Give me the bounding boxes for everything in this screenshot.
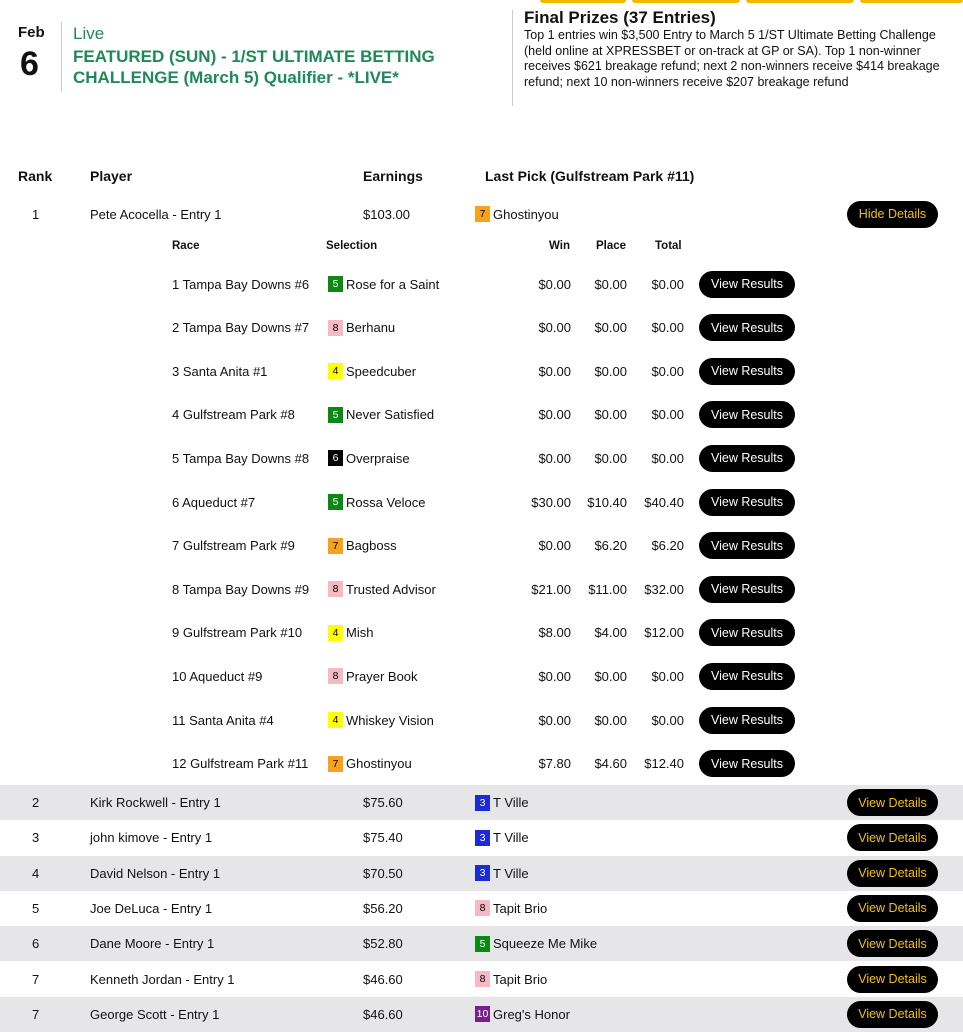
- prizes-description: Top 1 entries win $3,500 Entry to March 5 1/ST Ultimate Betting Challenge (held online at XPRESSBET or on-track at GP or SA). Top 1 non-winner receives $621 breakage refund; next 2 non-winners receive $414 breakage refund; next 10 non-winners receive $207 breakage refund: [524, 28, 940, 89]
- leaderboard-row: [0, 997, 963, 1032]
- date-day: 6: [20, 45, 39, 83]
- view-results-button[interactable]: View Results: [699, 532, 795, 559]
- event-title: FEATURED (SUN) - 1/ST ULTIMATE BETTING CHALLENGE (March 5) Qualifier - *LIVE*: [73, 47, 435, 87]
- saddlecloth-number: 6: [328, 450, 343, 466]
- race-detail-row: [0, 749, 963, 779]
- horse-name: Speedcuber: [346, 363, 417, 379]
- view-results-button[interactable]: View Results: [699, 576, 795, 603]
- rank: 2: [32, 795, 40, 810]
- last-pick: [475, 891, 547, 926]
- horse-name: Rose for a Saint: [346, 276, 440, 292]
- rank: 7: [32, 971, 40, 987]
- view-details-button[interactable]: View Details: [847, 824, 938, 851]
- race-detail-row: [0, 574, 963, 604]
- view-results-cell: [699, 356, 795, 386]
- horse-name: Ghostinyou: [493, 206, 559, 222]
- column-header-rank: Rank: [18, 168, 53, 184]
- prizes-title: Final Prizes (37 Entries): [524, 8, 716, 27]
- saddlecloth-number: 7: [475, 206, 490, 222]
- selection: [328, 269, 439, 299]
- race-name: 4 Gulfstream Park #8: [172, 407, 295, 423]
- race-name: 9 Gulfstream Park #10: [172, 625, 303, 641]
- view-details-button[interactable]: View Details: [847, 966, 938, 993]
- earnings: $70.50: [363, 865, 403, 881]
- selection: [328, 531, 397, 561]
- horse-name: Tapit Brio: [493, 900, 548, 916]
- player-name: Joe DeLuca - Entry 1: [90, 900, 213, 916]
- saddlecloth-number: 3: [475, 865, 490, 881]
- horse-name: T Ville: [493, 795, 529, 810]
- view-results-button[interactable]: View Results: [699, 271, 795, 298]
- total-amount: $0.00: [651, 276, 684, 292]
- view-details-cell: [847, 785, 938, 820]
- race-name: 7 Gulfstream Park #9: [172, 538, 295, 554]
- leaderboard-row: [0, 962, 963, 997]
- details-header-win: Win: [549, 240, 570, 252]
- race-detail-row: [0, 531, 963, 561]
- view-results-cell: [699, 313, 795, 343]
- view-details-cell: [847, 962, 938, 997]
- race-name: 10 Aqueduct #9: [172, 668, 263, 684]
- selection: [328, 313, 395, 343]
- total-amount: $0.00: [651, 668, 684, 684]
- saddlecloth-number: 4: [328, 625, 343, 641]
- horse-name: Whiskey Vision: [346, 712, 434, 728]
- earnings: $46.60: [363, 1006, 403, 1022]
- race-detail-row: [0, 313, 963, 343]
- horse-name: Mish: [346, 625, 374, 641]
- player-name: David Nelson - Entry 1: [90, 865, 221, 881]
- race-detail-row: [0, 400, 963, 430]
- event-header: [0, 0, 963, 125]
- race-detail-row: [0, 661, 963, 691]
- column-header-last-pick: Last Pick (Gulfstream Park #11): [485, 168, 695, 184]
- player-name: john kimove - Entry 1: [90, 830, 213, 846]
- race-detail-row: [0, 487, 963, 517]
- selection: [328, 705, 434, 735]
- last-pick: [475, 926, 597, 961]
- horse-name: Never Satisfied: [346, 407, 435, 423]
- total-amount: $6.20: [651, 538, 684, 554]
- view-details-button[interactable]: View Details: [847, 1001, 938, 1028]
- last-pick: [475, 785, 529, 820]
- race-name: 5 Tampa Bay Downs #8: [172, 450, 310, 466]
- place-amount: $4.00: [594, 625, 627, 641]
- win-amount: $0.00: [538, 363, 571, 379]
- view-results-cell: [699, 531, 795, 561]
- win-amount: $0.00: [538, 450, 571, 466]
- view-results-button[interactable]: View Results: [699, 358, 795, 385]
- saddlecloth-number: 3: [475, 830, 490, 846]
- leaderboard-row: [0, 891, 963, 926]
- race-detail-row: [0, 618, 963, 648]
- saddlecloth-number: 5: [328, 494, 343, 510]
- last-pick: [475, 820, 529, 855]
- view-results-cell: [699, 443, 795, 473]
- horse-name: Squeeze Me Mike: [493, 936, 598, 952]
- place-amount: $0.00: [594, 668, 627, 684]
- place-amount: $0.00: [594, 276, 627, 292]
- details-header-selection: Selection: [326, 240, 378, 252]
- race-detail-row: [0, 269, 963, 299]
- details-header-place: Place: [596, 240, 627, 252]
- view-results-cell: [699, 705, 795, 735]
- view-results-button[interactable]: View Results: [699, 401, 795, 428]
- player-name: Pete Acocella - Entry 1: [90, 206, 222, 222]
- earnings: $52.80: [363, 936, 403, 952]
- total-amount: $12.00: [644, 625, 684, 641]
- selection: [328, 443, 410, 473]
- live-status: Live: [73, 24, 105, 43]
- horse-name: Rossa Veloce: [346, 494, 426, 510]
- horse-name: Overpraise: [346, 450, 410, 466]
- saddlecloth-number: 3: [475, 795, 490, 811]
- rank: 7: [32, 1006, 40, 1022]
- rank: 5: [32, 900, 40, 916]
- rank: 4: [32, 865, 40, 881]
- last-pick: [475, 962, 547, 997]
- place-amount: $0.00: [594, 320, 627, 336]
- race-name: 8 Tampa Bay Downs #9: [172, 581, 310, 597]
- view-results-button[interactable]: View Results: [699, 707, 795, 734]
- win-amount: $0.00: [538, 276, 571, 292]
- leaderboard-row-expanded: [0, 200, 963, 228]
- place-amount: $4.60: [594, 756, 627, 772]
- last-pick: [475, 997, 570, 1032]
- place-amount: $6.20: [594, 538, 627, 554]
- rank: 3: [32, 830, 40, 846]
- total-amount: $0.00: [651, 407, 684, 423]
- view-results-button[interactable]: View Results: [699, 619, 795, 646]
- details-header-total: Total: [655, 240, 682, 252]
- earnings: $46.60: [363, 971, 403, 987]
- race-name: 6 Aqueduct #7: [172, 494, 256, 510]
- view-results-cell: [699, 574, 795, 604]
- selection: [328, 487, 426, 517]
- view-results-button[interactable]: View Results: [699, 314, 795, 341]
- leaderboard-row: [0, 856, 963, 891]
- horse-name: T Ville: [493, 865, 529, 881]
- view-results-cell: [699, 661, 795, 691]
- race-detail-row: [0, 356, 963, 386]
- player-name: Kirk Rockwell - Entry 1: [90, 795, 221, 810]
- horse-name: Ghostinyou: [346, 756, 412, 772]
- view-results-button[interactable]: View Results: [699, 489, 795, 516]
- horse-name: Prayer Book: [346, 668, 418, 684]
- saddlecloth-number: 5: [475, 936, 490, 952]
- saddlecloth-number: 4: [328, 363, 343, 379]
- win-amount: $7.80: [538, 756, 571, 772]
- total-amount: $12.40: [644, 756, 684, 772]
- total-amount: $40.40: [644, 494, 684, 510]
- horse-name: T Ville: [493, 830, 529, 846]
- win-amount: $30.00: [531, 494, 571, 510]
- horse-name: Bagboss: [346, 538, 397, 554]
- win-amount: $0.00: [538, 538, 571, 554]
- view-results-cell: [699, 618, 795, 648]
- race-name: 3 Santa Anita #1: [172, 363, 268, 379]
- total-amount: $32.00: [644, 581, 684, 597]
- selection: [328, 618, 373, 648]
- saddlecloth-number: 10: [476, 1008, 489, 1021]
- view-details-cell: [847, 891, 938, 926]
- win-amount: $21.00: [531, 581, 571, 597]
- details-header-race: Race: [172, 240, 200, 252]
- column-header-player: Player: [90, 168, 133, 184]
- view-details-button[interactable]: View Details: [847, 860, 938, 887]
- view-details-cell: [847, 926, 938, 961]
- earnings: $75.60: [363, 795, 403, 810]
- view-details-button[interactable]: View Details: [847, 789, 938, 816]
- rank: 6: [32, 936, 40, 952]
- view-results-cell: [699, 269, 795, 299]
- place-amount: $10.40: [587, 494, 627, 510]
- view-details-cell: [847, 820, 938, 855]
- rank: 1: [32, 206, 40, 222]
- saddlecloth-number: 8: [328, 668, 343, 684]
- date-month: Feb: [18, 24, 45, 41]
- view-results-cell: [699, 400, 795, 430]
- win-amount: $0.00: [538, 668, 571, 684]
- earnings: $75.40: [363, 830, 403, 846]
- leaderboard-row: [0, 785, 963, 820]
- win-amount: $0.00: [538, 712, 571, 728]
- divider: [61, 22, 62, 92]
- selection: [328, 400, 434, 430]
- place-amount: $0.00: [594, 407, 627, 423]
- selection: [328, 661, 418, 691]
- place-amount: $0.00: [594, 712, 627, 728]
- saddlecloth-number: 5: [328, 276, 343, 292]
- view-details-cell: [847, 856, 938, 891]
- horse-name: Greg's Honor: [493, 1006, 570, 1022]
- selection: [328, 749, 412, 779]
- place-amount: $11.00: [588, 581, 627, 597]
- view-details-cell: [847, 997, 938, 1032]
- place-amount: $0.00: [594, 450, 627, 466]
- view-details-button[interactable]: View Details: [847, 930, 938, 957]
- race-detail-row: [0, 443, 963, 473]
- race-name: 11 Santa Anita #4: [172, 712, 274, 728]
- hide-details-button[interactable]: Hide Details: [847, 201, 938, 228]
- win-amount: $8.00: [538, 625, 571, 641]
- horse-name: Berhanu: [346, 320, 396, 336]
- saddlecloth-number: 8: [475, 900, 490, 916]
- race-detail-row: [0, 705, 963, 735]
- total-amount: $0.00: [651, 363, 684, 379]
- horse-name: Trusted Advisor: [346, 581, 436, 597]
- player-name: Dane Moore - Entry 1: [90, 936, 215, 952]
- leaderboard-row: [0, 820, 963, 855]
- view-results-button[interactable]: View Results: [699, 445, 795, 472]
- earnings: $103.00: [363, 206, 410, 222]
- player-name: George Scott - Entry 1: [90, 1006, 220, 1022]
- total-amount: $0.00: [651, 450, 684, 466]
- column-header-earnings: Earnings: [363, 168, 423, 184]
- view-results-button[interactable]: View Results: [699, 663, 795, 690]
- saddlecloth-number: 4: [328, 712, 343, 728]
- view-results-cell: [699, 487, 795, 517]
- selection: [328, 574, 436, 604]
- leaderboard-row: [0, 926, 963, 961]
- win-amount: $0.00: [538, 407, 571, 423]
- race-name: 2 Tampa Bay Downs #7: [172, 320, 310, 336]
- race-name: 12 Gulfstream Park #11: [172, 756, 309, 772]
- race-name: 1 Tampa Bay Downs #6: [172, 276, 310, 292]
- total-amount: $0.00: [651, 320, 684, 336]
- place-amount: $0.00: [594, 363, 627, 379]
- last-pick: [475, 200, 559, 228]
- total-amount: $0.00: [651, 712, 684, 728]
- last-pick: [475, 856, 529, 891]
- earnings: $56.20: [363, 900, 403, 916]
- view-results-button[interactable]: View Results: [699, 750, 795, 777]
- saddlecloth-number: 7: [328, 756, 343, 772]
- saddlecloth-number: 8: [328, 581, 343, 597]
- player-name: Kenneth Jordan - Entry 1: [90, 971, 235, 987]
- saddlecloth-number: 7: [328, 538, 343, 554]
- view-results-cell: [699, 749, 795, 779]
- divider: [512, 10, 513, 106]
- win-amount: $0.00: [538, 320, 571, 336]
- selection: [328, 356, 416, 386]
- saddlecloth-number: 8: [475, 971, 490, 987]
- saddlecloth-number: 5: [328, 407, 343, 423]
- saddlecloth-number: 8: [328, 320, 343, 336]
- horse-name: Tapit Brio: [493, 971, 548, 987]
- view-details-button[interactable]: View Details: [847, 895, 938, 922]
